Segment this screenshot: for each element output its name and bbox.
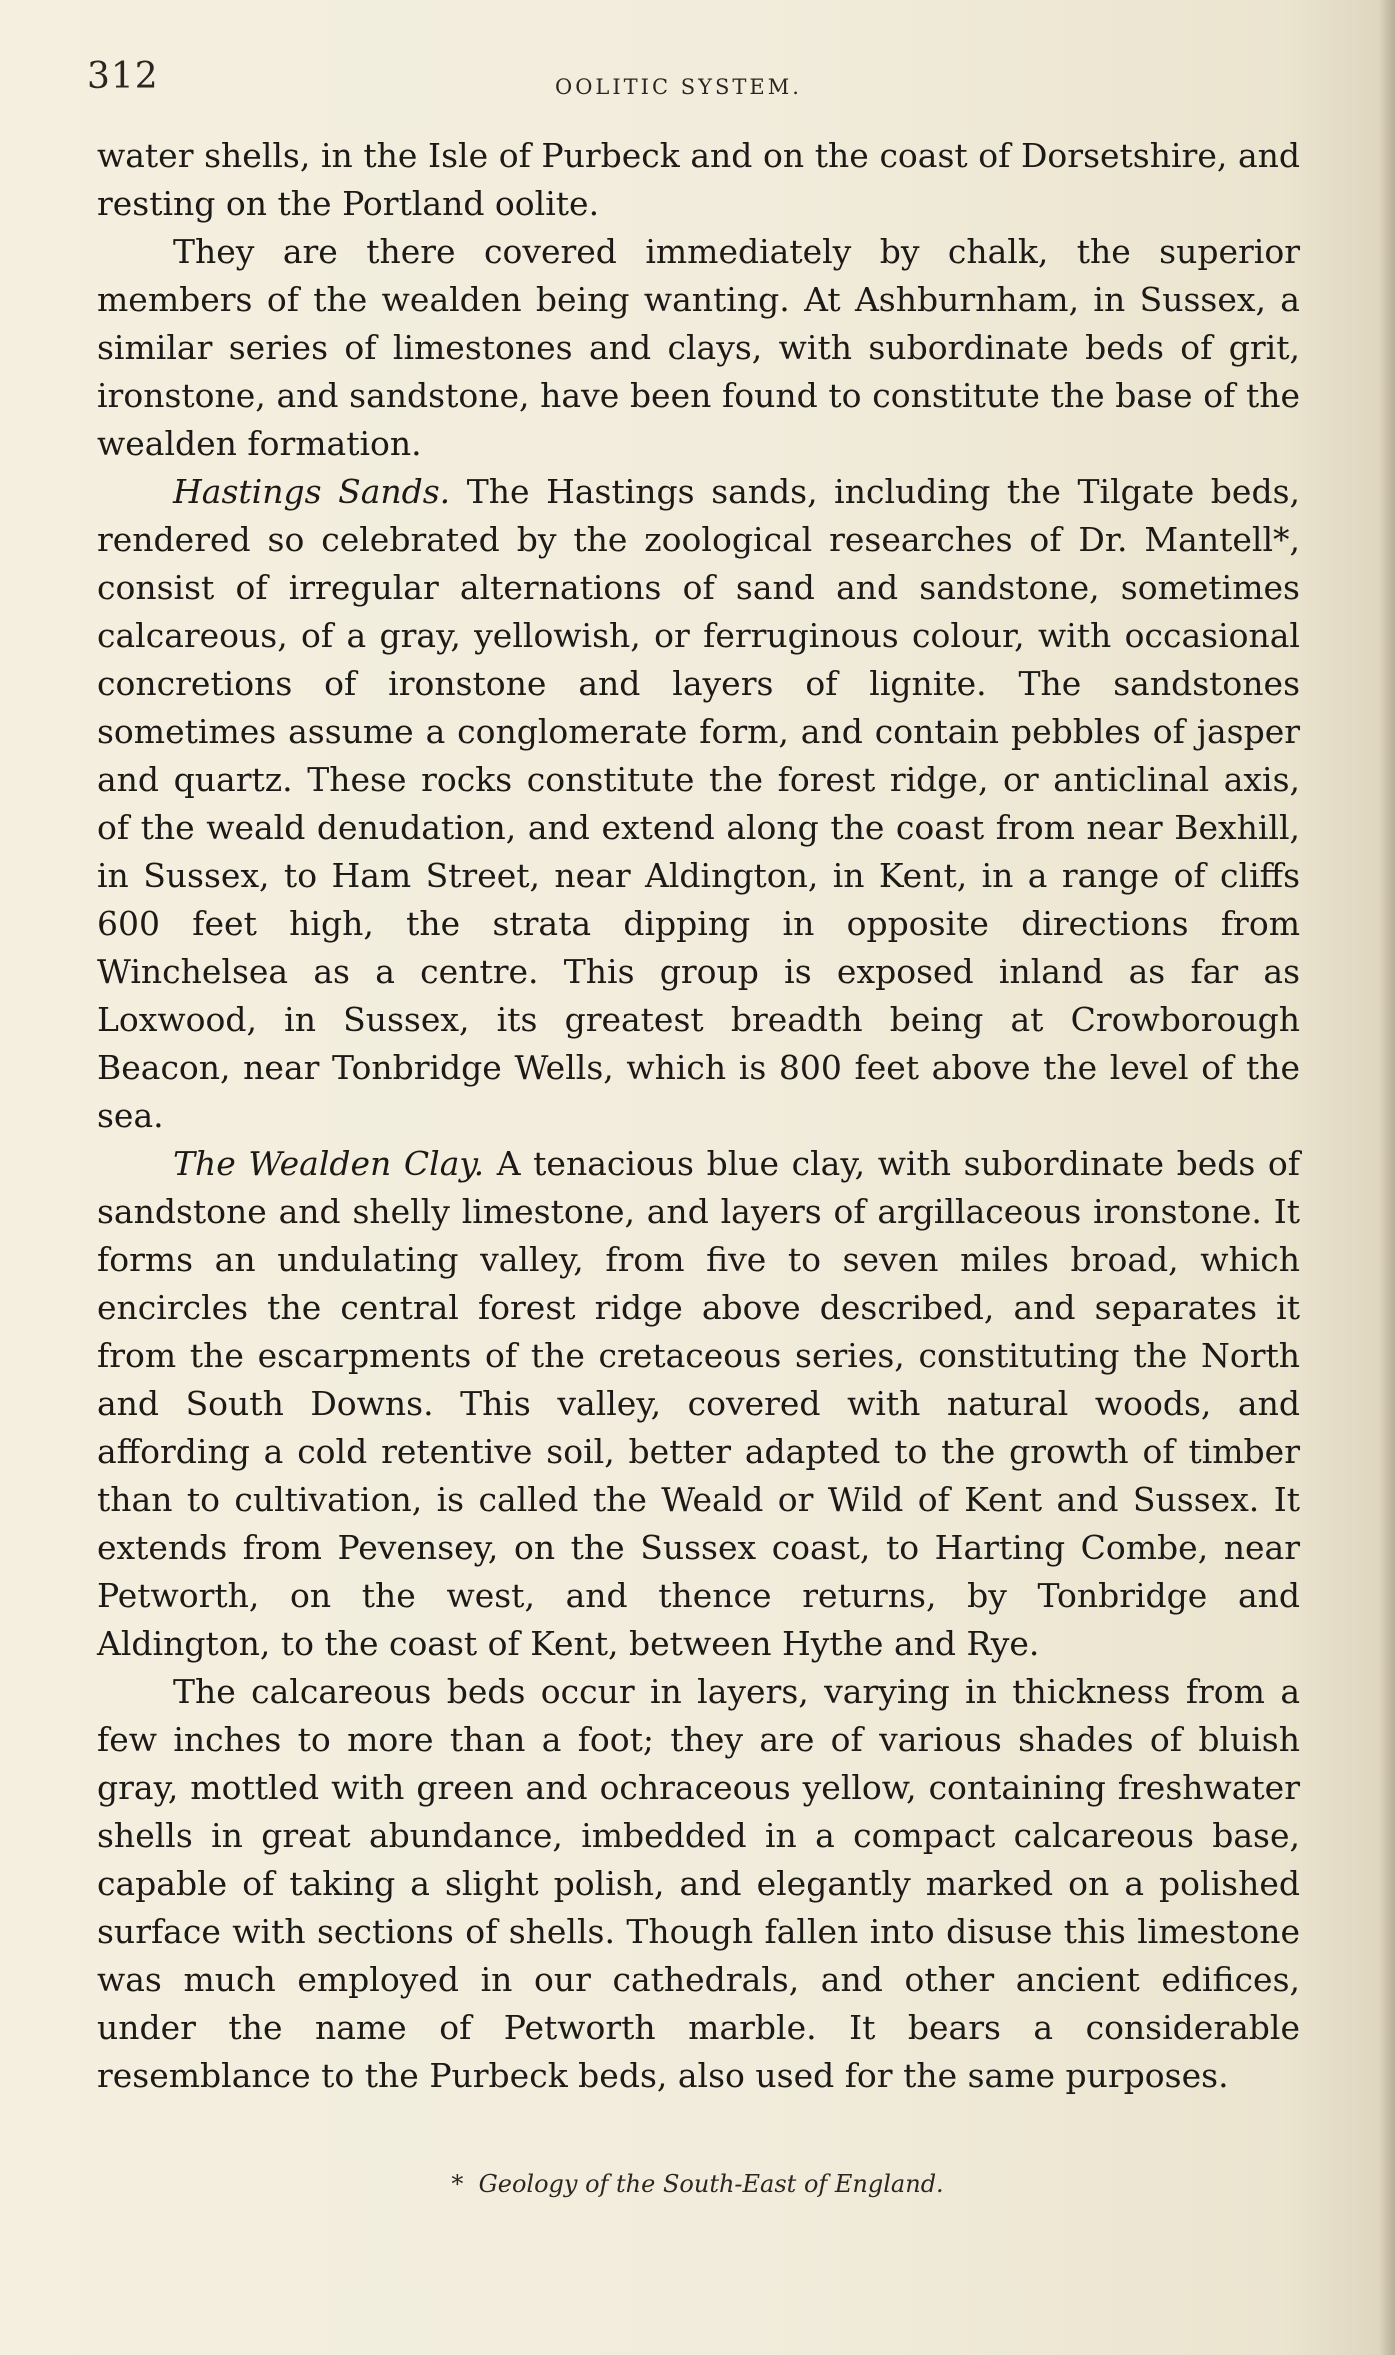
footnote-reference: * [1273,520,1290,559]
paragraph-text: A tenacious blue clay, with subordinate beds of sandstone and shelly limestone, and layers of argillaceous ironstone. It forms an undulating valley, from five to seven miles broad, which encircles the central forest ridge above described, and separates it from the escarpments of the cretaceous series, constituting the North and South Downs. This valley, covered with natural woods, and affording a cold retentive soil, better adapted to the growth of timber than to cultivation, is called the Weald or Wild of Kent and Sussex. It extends from Pevensey, on the Sussex coast, to Harting Combe, near Petworth, on the west, and thence returns, by Tonbridge and Aldington, to the coast of Kent, between Hythe and Rye. [97,1144,1300,1663]
paragraph-wealden-clay [97,1140,1300,1668]
paragraph-text: , consist of irregular alternations of sand and sandstone, sometimes calcareous, of a gray, yellowish, or ferruginous colour, with occasional concretions of ironstone and layers of lignite. The sandstones sometimes assume a conglomerate form, and contain pebbles of jasper and quartz. These rocks constitute the forest ridge, or anticlinal axis, of the weald denudation, and extend along the coast from near Bexhill, in Sussex, to Ham Street, near Aldington, in Kent, in a range of cliffs 600 feet high, the strata dipping in opposite directions from Winchelsea as a centre. This group is exposed inland as far as Loxwood, in Sussex, its greatest breadth being at Crowborough Beacon, near Tonbridge Wells, which is 800 feet above the level of the sea. [97,520,1300,1135]
page-number: 312 [87,56,159,97]
footnote-text: Geology of the South-East of England. [478,2170,944,2198]
paragraph-hastings-sands [97,468,1300,1140]
paragraph-text: The Hastings sands, including the Tilgate beds, rendered so celebrated by the zoological researches of Dr. Mantell [97,472,1300,559]
section-heading-hastings-sands: Hastings Sands. [173,472,451,511]
page-edge-shadow [1379,0,1395,2355]
paragraph-calcareous-beds: The calcareous beds occur in layers, varying in thickness from a few inches to more than a foot; they are of various shades of bluish gray, mottled with green and ochraceous yellow, containing freshwater shells in great abundance, imbedded in a compact calcareous base, capable of taking a slight polish, and elegantly marked on a polished surface with sections of shells. Though fallen into disuse this limestone was much employed in our cathedrals, and other ancient edifices, under the name of Petworth marble. It bears a considerable resemblance to the Purbeck beds, also used for the same purposes. [97,1672,1300,2095]
section-heading-wealden-clay: The Wealden Clay. [173,1144,485,1183]
footnote [0,2170,1395,2198]
paragraph-continued: water shells, in the Isle of Purbeck and on the coast of Dorsetshire, and resting on the Portland oolite. [97,136,1300,223]
running-title: OOLITIC SYSTEM. [555,75,802,99]
body-text [97,132,1300,2100]
paragraph-ashburnham: They are there covered immediately by chalk, the superior members of the wealden being wanting. At Ashburnham, in Sussex, a similar series of limestones and clays, with subordinate beds of grit, ironstone, and sandstone, have been found to constitute the base of the wealden formation. [97,232,1300,463]
footnote-mark: * [451,2170,464,2198]
